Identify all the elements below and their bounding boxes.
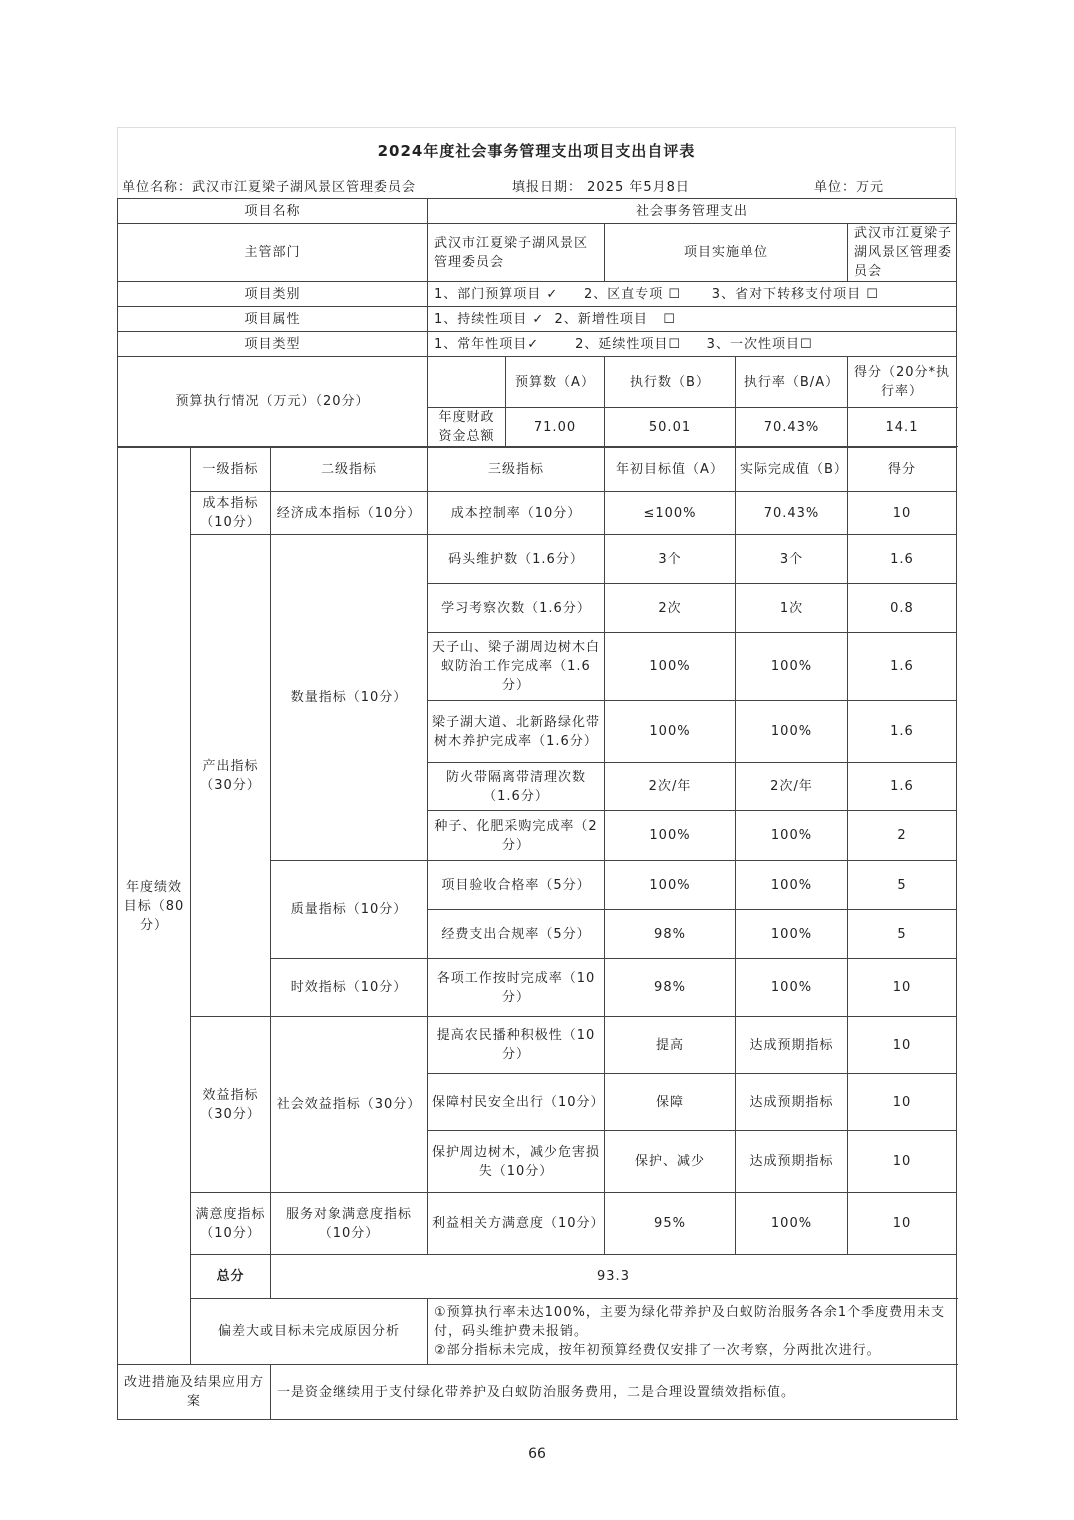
actual-cell: 2次/年 bbox=[736, 763, 848, 811]
target-cell: 2次 bbox=[605, 584, 736, 633]
budget-blank-header bbox=[428, 357, 506, 408]
score-cell: 10 bbox=[848, 492, 957, 535]
l3-cell: 项目验收合格率（5分） bbox=[428, 861, 605, 910]
self-evaluation-form bbox=[117, 127, 956, 1420]
header-score: 得分 bbox=[848, 448, 957, 492]
l3-cell: 保护周边树木，减少危害损失（10分） bbox=[428, 1131, 605, 1193]
actual-cell: 3个 bbox=[736, 535, 848, 584]
target-cell: 98% bbox=[605, 910, 736, 959]
unit-name: 单位名称：武汉市江夏梁子湖风景区管理委员会 bbox=[122, 180, 417, 195]
l3-cell: 梁子湖大道、北新路绿化带树木养护完成率（1.6分） bbox=[428, 701, 605, 763]
actual-cell: 100% bbox=[736, 959, 848, 1017]
actual-cell: 达成预期指标 bbox=[736, 1131, 848, 1193]
actual-cell: 1次 bbox=[736, 584, 848, 633]
deviation-label: 偏差大或目标未完成原因分析 bbox=[191, 1299, 428, 1365]
target-cell: 95% bbox=[605, 1193, 736, 1255]
exec-value: 50.01 bbox=[605, 408, 736, 447]
table-row bbox=[118, 492, 957, 535]
header-l1: 一级指标 bbox=[191, 448, 271, 492]
header-target: 年初目标值（A） bbox=[605, 448, 736, 492]
impl-unit-value: 武汉市江夏梁子湖风景区管理委员会 bbox=[848, 224, 957, 282]
cost-l1: 成本指标（10分） bbox=[191, 492, 271, 535]
actual-cell: 70.43% bbox=[736, 492, 848, 535]
l3-cell: 保障村民安全出行（10分） bbox=[428, 1074, 605, 1131]
target-cell: 2次/年 bbox=[605, 763, 736, 811]
score-cell: 0.8 bbox=[848, 584, 957, 633]
deviation-text bbox=[428, 1299, 957, 1365]
page-number: 66 bbox=[528, 1446, 546, 1462]
project-name-label: 项目名称 bbox=[118, 199, 428, 224]
satisfaction-l2: 服务对象满意度指标（10分） bbox=[271, 1193, 428, 1255]
header-l2: 二级指标 bbox=[271, 448, 428, 492]
target-cell: 100% bbox=[605, 861, 736, 910]
header-l3: 三级指标 bbox=[428, 448, 605, 492]
cost-l2: 经济成本指标（10分） bbox=[271, 492, 428, 535]
target-cell: 98% bbox=[605, 959, 736, 1017]
improve-text: 一是资金继续用于支付绿化带养护及白蚁防治服务费用，二是合理设置绩效指标值。 bbox=[271, 1365, 957, 1420]
type-label: 项目类型 bbox=[118, 332, 428, 357]
impl-unit-label: 项目实施单位 bbox=[605, 224, 848, 282]
table-row bbox=[118, 1017, 957, 1074]
budget-value: 71.00 bbox=[506, 408, 605, 447]
target-cell: 3个 bbox=[605, 535, 736, 584]
attribute-label: 项目属性 bbox=[118, 307, 428, 332]
total-label: 总分 bbox=[191, 1255, 271, 1299]
actual-cell: 达成预期指标 bbox=[736, 1017, 848, 1074]
col-rate: 执行率（B/A） bbox=[736, 357, 848, 408]
score-cell: 10 bbox=[848, 1193, 957, 1255]
actual-cell: 100% bbox=[736, 633, 848, 701]
l3-cell: 提高农民播种积极性（10分） bbox=[428, 1017, 605, 1074]
output-l1: 产出指标（30分） bbox=[191, 535, 271, 1017]
budget-label: 预算执行情况（万元）（20分） bbox=[118, 357, 428, 447]
l3-cell: 码头维护数（1.6分） bbox=[428, 535, 605, 584]
info-bar bbox=[117, 171, 956, 198]
quantity-l2: 数量指标（10分） bbox=[271, 535, 428, 861]
col-score: 得分（20分*执行率） bbox=[848, 357, 957, 408]
l3-cell: 成本控制率（10分） bbox=[428, 492, 605, 535]
actual-cell: 100% bbox=[736, 861, 848, 910]
type-value: 1、常年性项目✓ 2、延续性项目☐ 3、一次性项目☐ bbox=[428, 332, 957, 357]
score-cell: 1.6 bbox=[848, 701, 957, 763]
score-cell: 5 bbox=[848, 910, 957, 959]
project-name-value: 社会事务管理支出 bbox=[428, 199, 957, 224]
target-cell: 保障 bbox=[605, 1074, 736, 1131]
score-cell: 1.6 bbox=[848, 535, 957, 584]
l3-cell: 利益相关方满意度（10分） bbox=[428, 1193, 605, 1255]
actual-cell: 100% bbox=[736, 1193, 848, 1255]
actual-cell: 100% bbox=[736, 910, 848, 959]
unit-label: 单位：万元 bbox=[814, 180, 885, 195]
satisfaction-l1: 满意度指标（10分） bbox=[191, 1193, 271, 1255]
actual-cell: 100% bbox=[736, 811, 848, 861]
target-cell: 提高 bbox=[605, 1017, 736, 1074]
l3-cell: 各项工作按时完成率（10分） bbox=[428, 959, 605, 1017]
form-title: 2024年度社会事务管理支出项目支出自评表 bbox=[117, 127, 956, 171]
rate-value: 70.43% bbox=[736, 408, 848, 447]
l3-cell: 天子山、梁子湖周边树木白蚁防治工作完成率（1.6分） bbox=[428, 633, 605, 701]
deviation-line-2: ②部分指标未完成，按年初预算经费仅安排了一次考察，分两批次进行。 bbox=[434, 1343, 881, 1358]
dept-value: 武汉市江夏梁子湖风景区管理委员会 bbox=[428, 224, 605, 282]
l3-cell: 经费支出合规率（5分） bbox=[428, 910, 605, 959]
performance-table bbox=[117, 447, 957, 1420]
time-l2: 时效指标（10分） bbox=[271, 959, 428, 1017]
target-cell: 100% bbox=[605, 811, 736, 861]
score-cell: 1.6 bbox=[848, 763, 957, 811]
score-cell: 1.6 bbox=[848, 633, 957, 701]
fill-date: 填报日期： 2025 年5月8日 bbox=[512, 180, 690, 195]
score-cell: 10 bbox=[848, 1074, 957, 1131]
score-cell: 5 bbox=[848, 861, 957, 910]
actual-cell: 100% bbox=[736, 701, 848, 763]
target-cell: 100% bbox=[605, 633, 736, 701]
total-value: 93.3 bbox=[271, 1255, 957, 1299]
budget-row-label: 年度财政资金总额 bbox=[428, 408, 506, 447]
score-cell: 10 bbox=[848, 1131, 957, 1193]
header-actual: 实际完成值（B） bbox=[736, 448, 848, 492]
score-value: 14.1 bbox=[848, 408, 957, 447]
target-cell: 100% bbox=[605, 701, 736, 763]
col-budget: 预算数（A） bbox=[506, 357, 605, 408]
table-row bbox=[118, 1193, 957, 1255]
table-row bbox=[118, 535, 957, 584]
category-value: 1、部门预算项目 ✓ 2、区直专项 ☐ 3、省对下转移支付项目 ☐ bbox=[428, 282, 957, 307]
benefit-l1: 效益指标（30分） bbox=[191, 1017, 271, 1193]
l3-cell: 学习考察次数（1.6分） bbox=[428, 584, 605, 633]
score-cell: 10 bbox=[848, 959, 957, 1017]
score-cell: 2 bbox=[848, 811, 957, 861]
perf-label: 年度绩效目标（80分） bbox=[118, 448, 191, 1365]
social-l2: 社会效益指标（30分） bbox=[271, 1017, 428, 1193]
evaluation-table bbox=[117, 198, 957, 447]
actual-cell: 达成预期指标 bbox=[736, 1074, 848, 1131]
attribute-value: 1、持续性项目 ✓ 2、新增性项目 ☐ bbox=[428, 307, 957, 332]
l3-cell: 防火带隔离带清理次数（1.6分） bbox=[428, 763, 605, 811]
category-label: 项目类别 bbox=[118, 282, 428, 307]
l3-cell: 种子、化肥采购完成率（2分） bbox=[428, 811, 605, 861]
dept-label: 主管部门 bbox=[118, 224, 428, 282]
improve-label: 改进措施及结果应用方案 bbox=[118, 1365, 271, 1420]
score-cell: 10 bbox=[848, 1017, 957, 1074]
col-exec: 执行数（B） bbox=[605, 357, 736, 408]
target-cell: ≤100% bbox=[605, 492, 736, 535]
quality-l2: 质量指标（10分） bbox=[271, 861, 428, 959]
deviation-line-1: ①预算执行率未达100%，主要为绿化带养护及白蚁防治服务各余1个季度费用未支付，码头维护费未报销。 bbox=[434, 1305, 946, 1339]
target-cell: 保护、减少 bbox=[605, 1131, 736, 1193]
